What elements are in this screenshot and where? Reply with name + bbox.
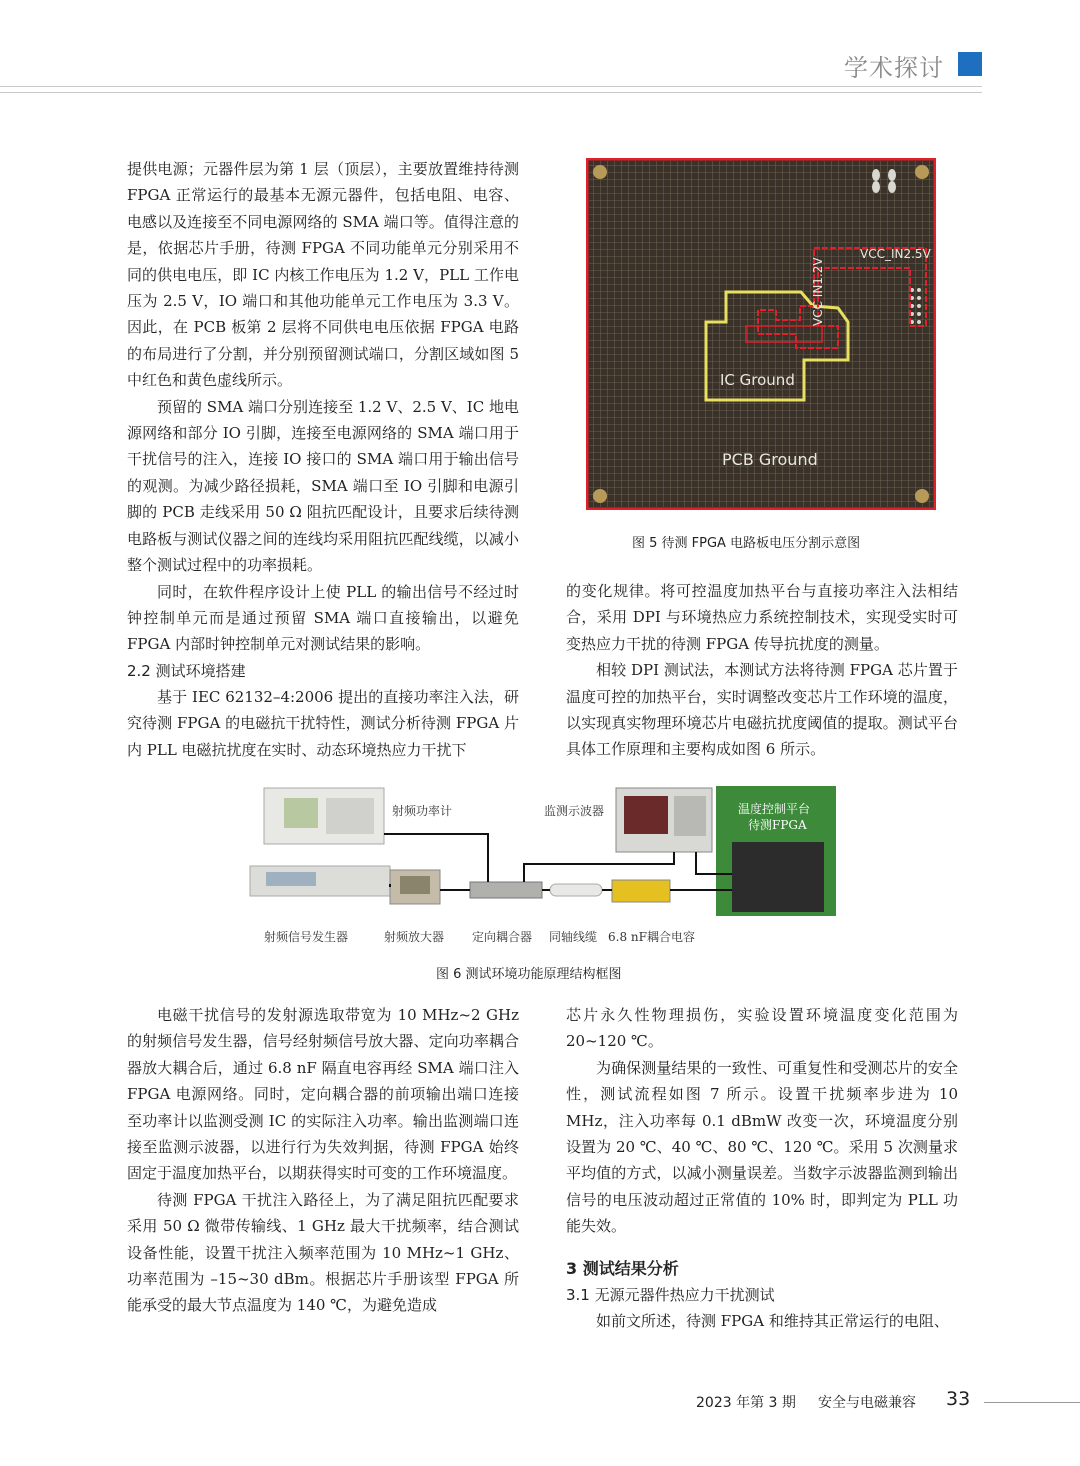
footer-journal: 安全与电磁兼容 [818, 1395, 916, 1411]
power-meter-icon [264, 788, 384, 844]
sma-pad [888, 169, 896, 181]
label-signal-generator: 射频信号发生器 [264, 930, 349, 944]
label-vcc-in25: VCC_IN2.5V [860, 247, 931, 261]
figure-6-diagram [244, 784, 844, 954]
figure-5-pcb-diagram [586, 158, 936, 510]
mounting-hole [593, 489, 607, 503]
mounting-hole [915, 165, 929, 179]
page-number: 33 [946, 1388, 971, 1410]
paragraph: 如前文所述，待测 FPGA 和维持其正常运行的电阻、 [596, 1311, 949, 1330]
paragraph: 相较 DPI 测试法，本测试方法将待测 FPGA 芯片置于温度可控的加热平台，实时调整改变芯片工作环境的温度，以实现真实物理环境芯片电磁抗扰度阈值的提取。测试平台具体工作原理和主要构成如图 6 所示。 [566, 661, 958, 759]
left-column-bottom [127, 1002, 519, 1319]
label-power-meter: 射频功率计 [392, 804, 453, 818]
label-amplifier: 射频放大器 [384, 930, 445, 944]
section-heading-2-2: 2.2 测试环境搭建 [127, 661, 246, 680]
label-vcc-in12: VCC IN1.2V [811, 257, 825, 326]
footer-rule [984, 1402, 1080, 1403]
label-oscilloscope: 监测示波器 [544, 804, 605, 818]
paragraph: 同时，在软件程序设计上使 PLL 的输出信号不经过时钟控制单元而是通过预留 SMA 端口直接输出，以避免 FPGA 内部时钟控制单元对测试结果的影响。 [127, 582, 519, 654]
right-column-top [566, 578, 958, 763]
label-coax: 同轴线缆 [549, 930, 598, 944]
coupler-icon [470, 882, 542, 898]
section-heading-3: 3 测试结果分析 [566, 1258, 679, 1278]
label-fpga: 待测FPGA [748, 818, 807, 832]
footer-issue: 2023 年第 3 期 [696, 1395, 796, 1411]
figure-5-caption: 图 5 待测 FPGA 电路板电压分割示意图 [632, 536, 861, 551]
figure-6-caption: 图 6 测试环境功能原理结构框图 [436, 967, 622, 982]
sma-pad [888, 181, 896, 193]
mounting-hole [593, 165, 607, 179]
left-column-top [127, 156, 519, 763]
mounting-hole [915, 489, 929, 503]
paragraph: 的变化规律。将可控温度加热平台与直接功率注入法相结合，采用 DPI 与环境热应力系统控制技术，实现受实时可变热应力干扰的待测 FPGA 传导抗扰度的测量。 [566, 582, 958, 653]
label-coupler: 定向耦合器 [472, 930, 533, 944]
paragraph: 为确保测量结果的一致性、可重复性和受测芯片的安全性，测试流程如图 7 所示。设置干扰频率步进为 10 MHz，注入功率每 0.1 dBmW 改变一次，环境温度分别设置为 20 ℃、40 ℃、80 ℃、120 ℃。采用 5 次测量求平均值的方式，以减小测量误差。当数字示波器监测到输出信号的电压波动超过正常值的 10% 时，即判定为 PLL 功能失效。 [566, 1058, 958, 1236]
coax-icon [550, 884, 602, 896]
amplifier-icon [390, 870, 440, 904]
oscilloscope-icon [616, 788, 712, 852]
header-rule [0, 86, 982, 87]
section-heading-3-1: 3.1 无源元器件热应力干扰测试 [566, 1285, 775, 1304]
section-header: 学术探讨 [844, 54, 944, 82]
paragraph: 电磁干扰信号的发射源选取带宽为 10 MHz~2 GHz 的射频信号发生器，信号经射频信号放大器、定向功率耦合器放大耦合后，通过 6.8 nF 隔直电容再经 SMA 端口注入 FPGA 电源网络。同时，定向耦合器的前项输出端口连接至功率计以监测受测 IC 的实际注入功率。输出监测端口连接至监测示波器，以进行行为失效判据，待测 FPGA 始终固定于温度加热平台，以期获得实时可变的工作环境温度。 [127, 1006, 519, 1183]
paragraph: 预留的 SMA 端口分别连接至 1.2 V、2.5 V、IC 地电源网络和部分 IO 引脚，连接至电源网络的 SMA 端口用于干扰信号的注入，连接 IO 接口的 SMA 端口用于输出信号的观测。为减少路径损耗，SMA 端口至 IO 引脚和电源引脚的 PCB 走线采用 50 Ω 阻抗匹配设计，且要求后续待测电路板与测试仪器之间的连线均采用阻抗匹配线缆，以减小整个测试过程中的功率损耗。 [127, 397, 519, 575]
label-ic-ground: IC Ground [720, 371, 795, 389]
label-pcb-ground: PCB Ground [722, 450, 818, 469]
sma-pad [872, 169, 880, 181]
label-capacitor: 6.8 nF耦合电容 [608, 930, 695, 944]
paragraph: 芯片永久性物理损伤，实验设置环境温度变化范围为 20~120 ℃。 [566, 1006, 958, 1051]
paragraph: 基于 IEC 62132–4:2006 提出的直接功率注入法，研究待测 FPGA 的电磁抗干扰特性，测试分析待测 FPGA 片内 PLL 电磁抗扰度在实时、动态环境热应力干扰下 [127, 687, 519, 759]
capacitor-icon [612, 880, 670, 902]
header-rule-2 [0, 92, 982, 93]
header-accent-square [958, 52, 982, 76]
right-column-bottom [566, 1002, 958, 1334]
label-platform: 温度控制平台 [738, 802, 811, 816]
sma-pad [872, 181, 880, 193]
spacer [566, 1240, 958, 1256]
signal-generator-icon [250, 866, 390, 896]
paragraph: 提供电源；元器件层为第 1 层（顶层），主要放置维持待测 FPGA 正常运行的最基本无源元器件，包括电阻、电容、电感以及连接至不同电源网络的 SMA 端口等。值得注意的是，依据芯片手册，待测 FPGA 不同功能单元分别采用不同的供电电压，即 IC 内核工作电压为 1.2 V，PLL 工作电压为 2.5 V，IO 端口和其他功能单元工作电压为 3.3 V。因此，在 PCB 板第 2 层将不同供电电压依据 FPGA 电路的布局进行了分割，并分别预留测试端口，分割区域如图 5 中红色和黄色虚线所示。 [127, 160, 519, 390]
paragraph: 待测 FPGA 干扰注入路径上，为了满足阻抗匹配要求采用 50 Ω 微带传输线、1 GHz 最大干扰频率，结合测试设备性能，设置干扰注入频率范围为 10 MHz~1 GHz、功率范围为 –15~30 dBm。根据芯片手册该型 FPGA 所能承受的最大节点温度为 140 ℃，为避免造成 [127, 1190, 519, 1315]
